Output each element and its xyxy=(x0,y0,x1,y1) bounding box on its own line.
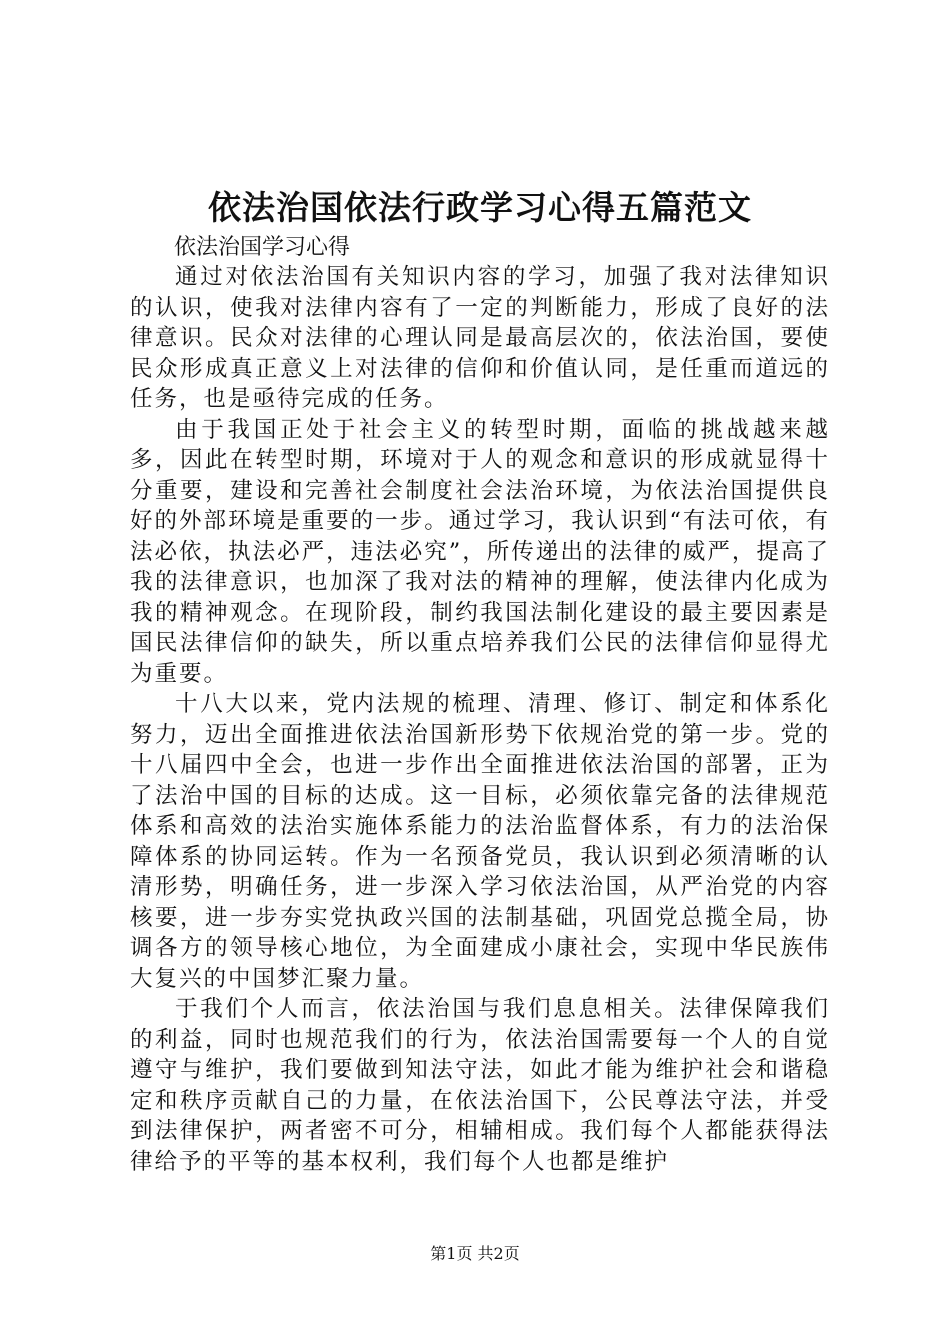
paragraph-2: 由于我国正处于社会主义的转型时期，面临的挑战越来越多，因此在转型时期，环境对于人的观念和意识的形成就显得十分重要，建设和完善社会制度社会法治环境，为依法治国提供良好的外部环境是重要的一步。通过学习，我认识到“有法可依，有法必依，执法必严，违法必究”，所传递出的法律的威严，提高了我的法律意识，也加深了我对法的精神的理解，使法律内化成为我的精神观念。在现阶段，制约我国法制化建设的最主要因素是国民法律信仰的缺失，所以重点培养我们公民的法律信仰显得尤为重要。 xyxy=(130,416,830,687)
paragraph-1: 通过对依法治国有关知识内容的学习，加强了我对法律知识的认识，使我对法律内容有了一定的判断能力，形成了良好的法律意识。民众对法律的心理认同是最高层次的，依法治国，要使民众形成真正意义上对法律的信仰和价值认同，是任重而道远的任务，也是亟待完成的任务。 xyxy=(130,264,830,412)
document-title: 依法治国依法行政学习心得五篇范文 xyxy=(208,188,752,227)
paragraph-4: 于我们个人而言，依法治国与我们息息相关。法律保障我们的利益，同时也规范我们的行为，依法治国需要每一个人的自觉遵守与维护，我们要做到知法守法，如此才能为维护社会和谐稳定和秩序贡献自己的力量，在依法治国下，公民尊法守法，并受到法律保护，两者密不可分，相辅相成。我们每个人都能获得法律给予的平等的基本权利，我们每个人也都是维护 xyxy=(130,996,830,1175)
paragraph-3: 十八大以来，党内法规的梳理、清理、修订、制定和体系化努力，迈出全面推进依法治国新形势下依规治党的第一步。党的十八届四中全会，也进一步作出全面推进依法治国的部署，正为了法治中国的目标的达成。这一目标，必须依靠完备的法律规范体系和高效的法治实施体系能力的法治监督体系，有力的法治保障体系的协同运转。作为一名预备党员，我认识到必须清晰的认清形势，明确任务，进一步深入学习依法治国，从严治党的内容核要，进一步夯实党执政兴国的法制基础，巩固党总揽全局，协调各方的领导核心地位，为全面建成小康社会，实现中华民族伟大复兴的中国梦汇聚力量。 xyxy=(130,691,830,992)
document-body xyxy=(130,186,830,1177)
page-footer: 第1页 共2页 xyxy=(430,1244,520,1263)
section-subtitle: 依法治国学习心得 xyxy=(174,235,351,260)
